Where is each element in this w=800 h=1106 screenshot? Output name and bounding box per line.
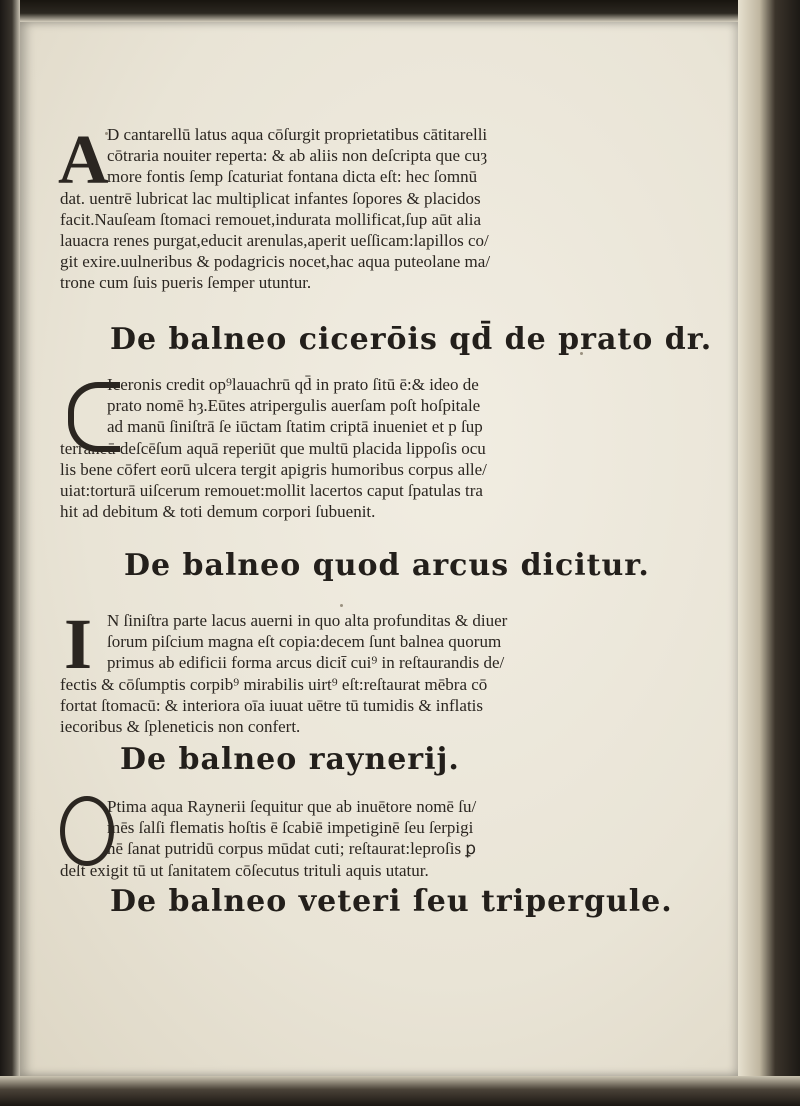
text-line: uiat:torturā uiſcerum remouet:mollit lacertos caput ſpatulas tra (60, 481, 483, 501)
text-line: hit ad debitum & toti demum corpori ſubuenit. (60, 502, 376, 522)
scan-top-edge (0, 0, 800, 22)
text-line: D cantarellū latus aqua cōſurgit proprietatibus cātitarelli (107, 125, 488, 144)
section-heading: De balneo raynerij. (120, 742, 460, 777)
text-line: cōtraria nouiter reperta: & ab aliis non deſcripta que cuȝ (107, 146, 488, 166)
text-line: deſt exigit tū ut ſanitatem cōſecutus trituli aquis utatur. (60, 860, 429, 880)
text-line: fectis & cōſumptis corpib⁹ mirabilis uirt⁹ eſt:reſtaurat mēbra cō (60, 674, 488, 694)
text-line: lis bene cōfert eorū ulcera tergit apigris humoribus corpus alle/ (60, 459, 487, 479)
text-line: git exire.uulneribus & podagricis nocet,hac aqua puteolane ma/ (60, 252, 491, 272)
text-line: mēs ſalſi flematis hoſtis ē ſcabiē impetiginē ſeu ſerpigi (107, 818, 474, 838)
paragraph (60, 604, 630, 737)
text-line: dat. uentrē lubricat lac multiplicat infantes ſopores & placidos (60, 188, 481, 208)
text-line: terraneū deſcēſum aquā reperiūt que multū placida lippoſis ocu (60, 438, 486, 458)
paragraph (60, 374, 630, 522)
section-heading: De balneo veteri ſeu tripergule. (110, 884, 673, 919)
text-line: fortat ſtomacū: & interiora oīa iuuat uētre tū tumidis & inflatis (60, 695, 484, 715)
paragraph (60, 796, 630, 881)
drop-initial: A (58, 122, 109, 199)
text-line: more fontis ſemp ſcaturiat fontana dicta eſt: hec ſomnū (107, 167, 478, 187)
text-line: Iceronis credit op⁹lauachrū qd̄ in prato ſitū ē:& ideo de (107, 375, 479, 394)
text-line: prato nomē hȝ.Eūtes atripergulis auerſam poſt hoſpitale (107, 396, 481, 416)
scan-bottom-edge (0, 1076, 800, 1106)
book-page (20, 22, 738, 1076)
section-heading: De balneo cicerōis qd̄ de prato dr. (110, 322, 713, 357)
text-line: Ptima aqua Raynerii ſequitur que ab inuētore nomē ſu/ (107, 797, 477, 816)
text-line: trone cum ſuis pueris ſemper utuntur. (60, 273, 312, 293)
text-line: ad manū ſiniſtrā ſe iūctam ſtatim criptā inueniet et p ſup (107, 417, 483, 437)
text-line: primus ab edificii forma arcus dicit̄ cui⁹ in reſtaurandis de/ (107, 653, 505, 673)
drop-initial: I (64, 604, 93, 684)
paragraph (60, 124, 630, 294)
scan-right-edge (738, 0, 800, 1106)
text-line: iecoribus & ſpleneticis non confert. (60, 717, 301, 737)
section-heading: De balneo quod arcus dicitur. (124, 548, 650, 583)
text-line: nē ſanat putridū corpus mūdat cuti; reſtaurat:leproſis ꝑ (107, 839, 477, 859)
text-line: facit.Nauſeam ſtomaci remouet,indurata mollificat,ſup aūt alia (60, 209, 482, 229)
paper-speck (340, 604, 343, 607)
text-line: N ſiniſtra parte lacus auerni in quo alta profunditas & diuer (107, 611, 508, 630)
text-line: lauacra renes purgat,educit arenulas,aperit ueſſicam:lapillos co/ (60, 231, 489, 251)
scan-left-edge (0, 0, 20, 1106)
text-line: ſorum piſcium magna eſt copia:decem ſunt balnea quorum (107, 632, 502, 652)
